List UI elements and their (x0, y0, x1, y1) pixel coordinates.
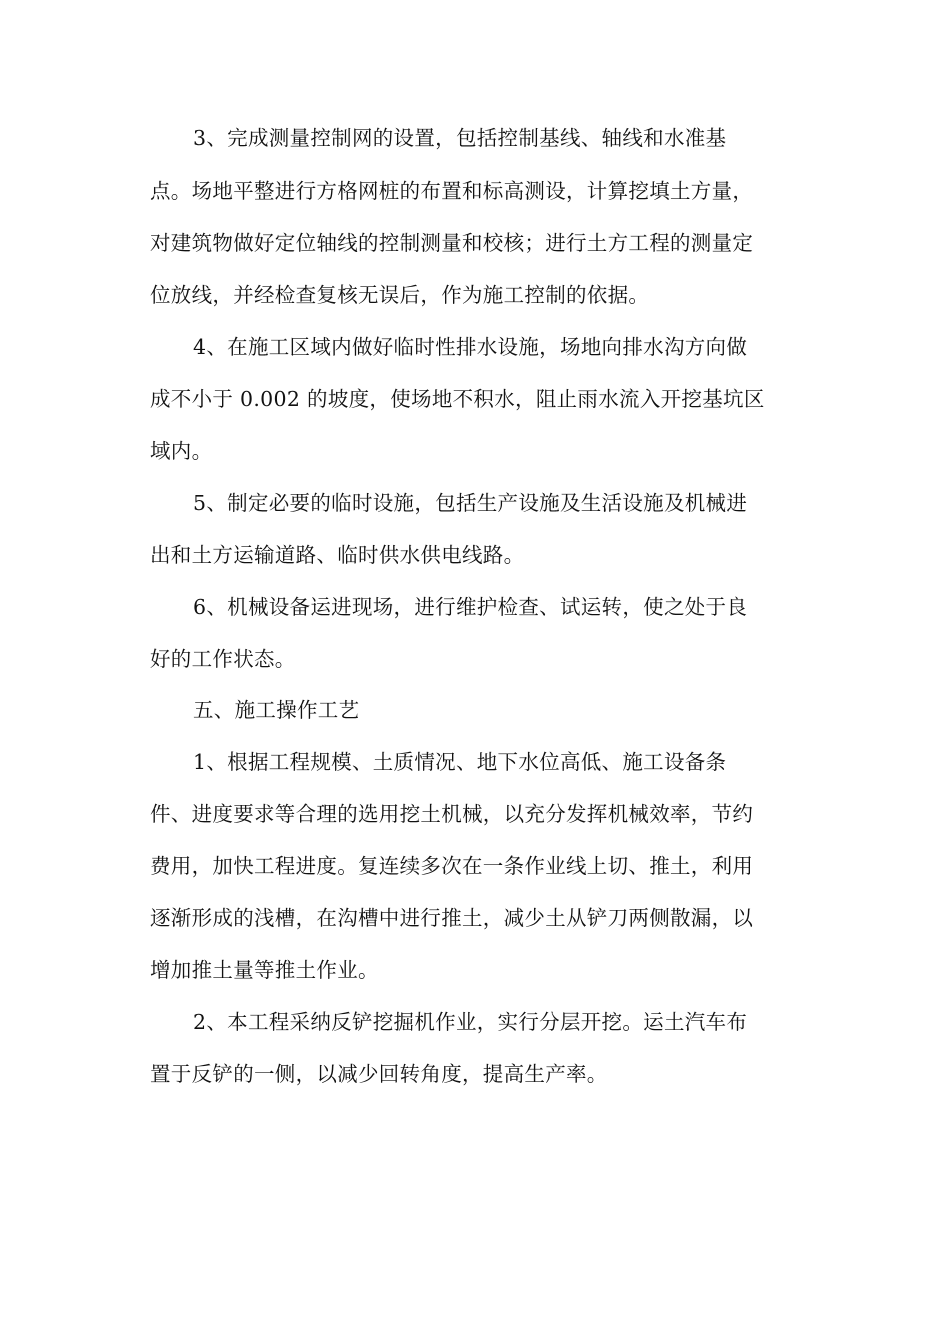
paragraph-3-line-2: 点。场地平整进行方格网桩的布置和标高测设，计算挖填土方量， (150, 179, 754, 203)
paragraph-5-line-2: 出和土方运输道路、临时供水供电线路。 (150, 543, 525, 567)
section-heading: 五、施工操作工艺 (193, 698, 360, 722)
paragraph-4-line-1: 4、在施工区域内做好临时性排水设施，场地向排水沟方向做 (193, 335, 748, 359)
paragraph-6-line-1: 6、机械设备运进现场，进行维护检查、试运转，使之处于良 (193, 595, 748, 619)
paragraph-4-line-3: 域内。 (150, 439, 213, 463)
step-2-line-2: 置于反铲的一侧，以减少回转角度，提高生产率。 (150, 1062, 608, 1086)
paragraph-5-line-1: 5、制定必要的临时设施，包括生产设施及生活设施及机械进 (193, 491, 748, 515)
step-1-line-3: 费用，加快工程进度。复连续多次在一条作业线上切、推土，利用 (150, 854, 754, 878)
step-1-line-2: 件、进度要求等合理的选用挖土机械，以充分发挥机械效率，节约 (150, 802, 754, 826)
step-2-line-1: 2、本工程采纳反铲挖掘机作业，实行分层开挖。运土汽车布 (193, 1010, 748, 1034)
step-1-line-5: 增加推土量等推土作业。 (150, 958, 379, 982)
paragraph-4-line-2: 成不小于 0.002 的坡度，使场地不积水，阻止雨水流入开挖基坑区 (150, 387, 765, 411)
step-1-line-4: 逐渐形成的浅槽，在沟槽中进行推土，减少土从铲刀两侧散漏，以 (150, 906, 754, 930)
paragraph-3-line-4: 位放线，并经检查复核无误后，作为施工控制的依据。 (150, 283, 650, 307)
paragraph-3-line-1: 3、完成测量控制网的设置，包括控制基线、轴线和水准基 (193, 126, 727, 150)
paragraph-6-line-2: 好的工作状态。 (150, 647, 296, 671)
step-1-line-1: 1、根据工程规模、土质情况、地下水位高低、施工设备条 (193, 750, 727, 774)
paragraph-3-line-3: 对建筑物做好定位轴线的控制测量和校核；进行土方工程的测量定 (150, 231, 754, 255)
